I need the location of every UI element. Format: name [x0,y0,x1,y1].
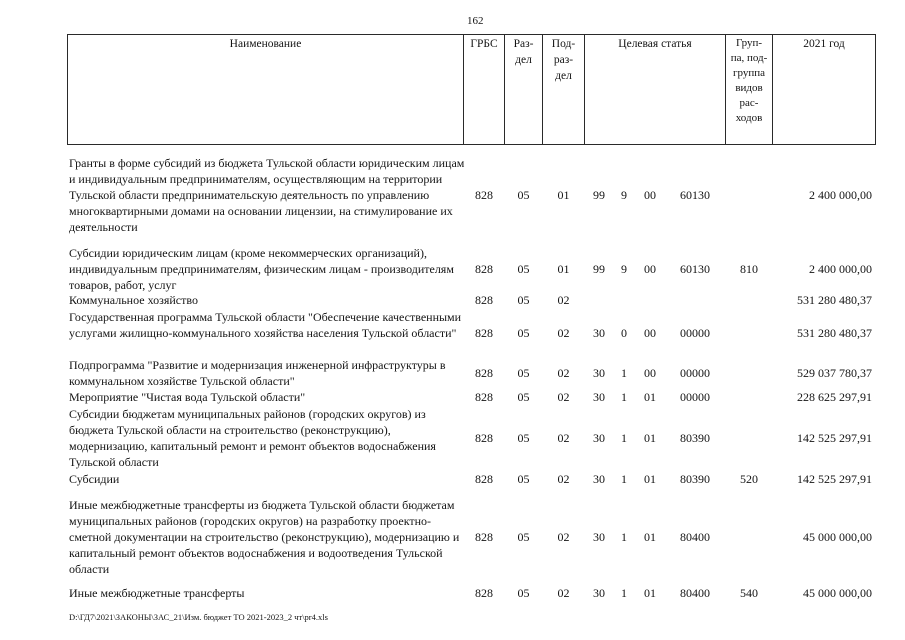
header-name: Наименование [229,38,302,50]
row-grbs: 828 [475,472,493,486]
row-podrazdel: 02 [557,431,570,445]
row-ts-direction: 00000 [680,390,710,404]
row-ts-direction: 00000 [680,366,710,380]
row-expense-group: 540 [740,586,758,600]
row-ts-event: 00 [644,188,656,202]
row-ts-subprogram: 9 [621,188,627,202]
row-podrazdel: 02 [557,366,570,380]
row-ts-program: 30 [593,586,605,600]
row-ts-program: 30 [593,326,605,340]
row-grbs: 828 [475,293,493,307]
row-ts-event: 00 [644,262,656,276]
row-ts-program: 99 [593,262,605,276]
row-podrazdel: 01 [557,188,570,202]
row-razdel: 05 [517,431,530,445]
row-name: Субсидии [69,472,120,486]
row-ts-subprogram: 1 [621,431,627,445]
row-ts-program: 30 [593,366,605,380]
row-ts-subprogram: 1 [621,366,627,380]
row-name: Субсидии юридическим лицам (кроме некоммерческих организаций), индивидуальным предпринимателям, физическим лицам - производителям товаров, работ, услуг [69,246,454,292]
row-amount: 142 525 297,91 [797,472,872,486]
row-razdel: 05 [517,390,530,404]
row-ts-direction: 80390 [680,472,710,486]
row-amount: 2 400 000,00 [809,188,872,202]
row-ts-event: 01 [644,530,656,544]
row-ts-program: 30 [593,390,605,404]
row-name: Государственная программа Тульской области "Обеспечение качественными услугами жилищно-коммунального хозяйства населения Тульской области" [69,310,462,340]
row-name: Гранты в форме субсидий из бюджета Тульской области юридическим лицам и индивидуальным предпринимателям, осуществляющим на территории Тульской области предпринимательскую деятельность по управлению многоквартирными домами на основании лицензии, на стимулирование их деятельности [69,156,465,234]
row-expense-group: 520 [740,472,758,486]
header-razdel: Раз- дел [513,38,534,66]
row-ts-subprogram: 1 [621,390,627,404]
row-ts-subprogram: 9 [621,262,627,276]
row-amount: 142 525 297,91 [797,431,872,445]
row-ts-direction: 60130 [680,262,710,276]
row-name: Мероприятие "Чистая вода Тульской области" [69,390,306,404]
row-ts-event: 01 [644,472,656,486]
row-amount: 228 625 297,91 [797,390,872,404]
row-ts-subprogram: 1 [621,530,627,544]
row-ts-event: 01 [644,390,656,404]
row-ts-direction: 60130 [680,188,710,202]
row-podrazdel: 02 [557,293,570,307]
row-ts-program: 30 [593,530,605,544]
row-podrazdel: 02 [557,326,570,340]
row-ts-event: 01 [644,431,656,445]
row-ts-event: 00 [644,326,656,340]
row-ts-subprogram: 0 [621,326,627,340]
row-razdel: 05 [517,326,530,340]
row-ts-subprogram: 1 [621,586,627,600]
row-grbs: 828 [475,188,493,202]
row-podrazdel: 01 [557,262,570,276]
row-ts-direction: 80390 [680,431,710,445]
row-podrazdel: 02 [557,390,570,404]
row-amount: 45 000 000,00 [803,530,872,544]
row-name: Субсидии бюджетам муниципальных районов (городских округов) из бюджета Тульской области на строительство (реконструкцию), модернизацию, капитальный ремонт и ремонт объектов водоснабжения Тульской области [69,407,436,469]
row-ts-direction: 80400 [680,586,710,600]
row-amount: 529 037 780,37 [797,366,872,380]
row-ts-program: 30 [593,472,605,486]
row-grbs: 828 [475,262,493,276]
row-ts-direction: 00000 [680,326,710,340]
row-ts-program: 30 [593,431,605,445]
row-podrazdel: 02 [557,472,570,486]
row-amount: 531 280 480,37 [797,293,872,307]
row-amount: 45 000 000,00 [803,586,872,600]
row-razdel: 05 [517,530,530,544]
header-year: 2021 год [803,38,845,50]
row-ts-event: 01 [644,586,656,600]
row-name: Подпрограмма "Развитие и модернизация инженерной инфраструктуры в коммунальном хозяйстве Тульской области" [69,358,446,388]
row-grbs: 828 [475,431,493,445]
row-ts-direction: 80400 [680,530,710,544]
row-amount: 531 280 480,37 [797,326,872,340]
page-number: 162 [467,15,484,27]
row-razdel: 05 [517,472,530,486]
header-podrazdel: Под- раз- дел [551,38,576,82]
header-grbs: ГРБС [470,38,498,50]
row-amount: 2 400 000,00 [809,262,872,276]
file-path-footer: D:\ГД7\2021\ЗАКОНЫ\ЗАС_21\Изм. бюджет ТО 2021-2023_2 чт\pr4.xls [69,612,328,622]
row-razdel: 05 [517,293,530,307]
row-grbs: 828 [475,326,493,340]
header-target-article: Целевая статья [618,38,692,50]
row-podrazdel: 02 [557,586,570,600]
row-grbs: 828 [475,530,493,544]
row-razdel: 05 [517,262,530,276]
row-name: Коммунальное хозяйство [69,293,198,307]
row-grbs: 828 [475,390,493,404]
row-expense-group: 810 [740,262,758,276]
header-expense-group: Груп- па, под- группа видов рас- ходов [730,37,768,124]
row-name: Иные межбюджетные трансферты [69,586,245,600]
row-ts-event: 00 [644,366,656,380]
row-podrazdel: 02 [557,530,570,544]
row-razdel: 05 [517,188,530,202]
row-grbs: 828 [475,366,493,380]
row-razdel: 05 [517,366,530,380]
row-name: Иные межбюджетные трансферты из бюджета Тульской области бюджетам муниципальных районов (городских округов) на разработку проектно-сметной документации на строительство (реконструкцию), модернизацию и капитальный ремонт объектов водоснабжения и водоотведения Тульской области [69,498,460,576]
row-razdel: 05 [517,586,530,600]
row-grbs: 828 [475,586,493,600]
row-ts-subprogram: 1 [621,472,627,486]
row-ts-program: 99 [593,188,605,202]
